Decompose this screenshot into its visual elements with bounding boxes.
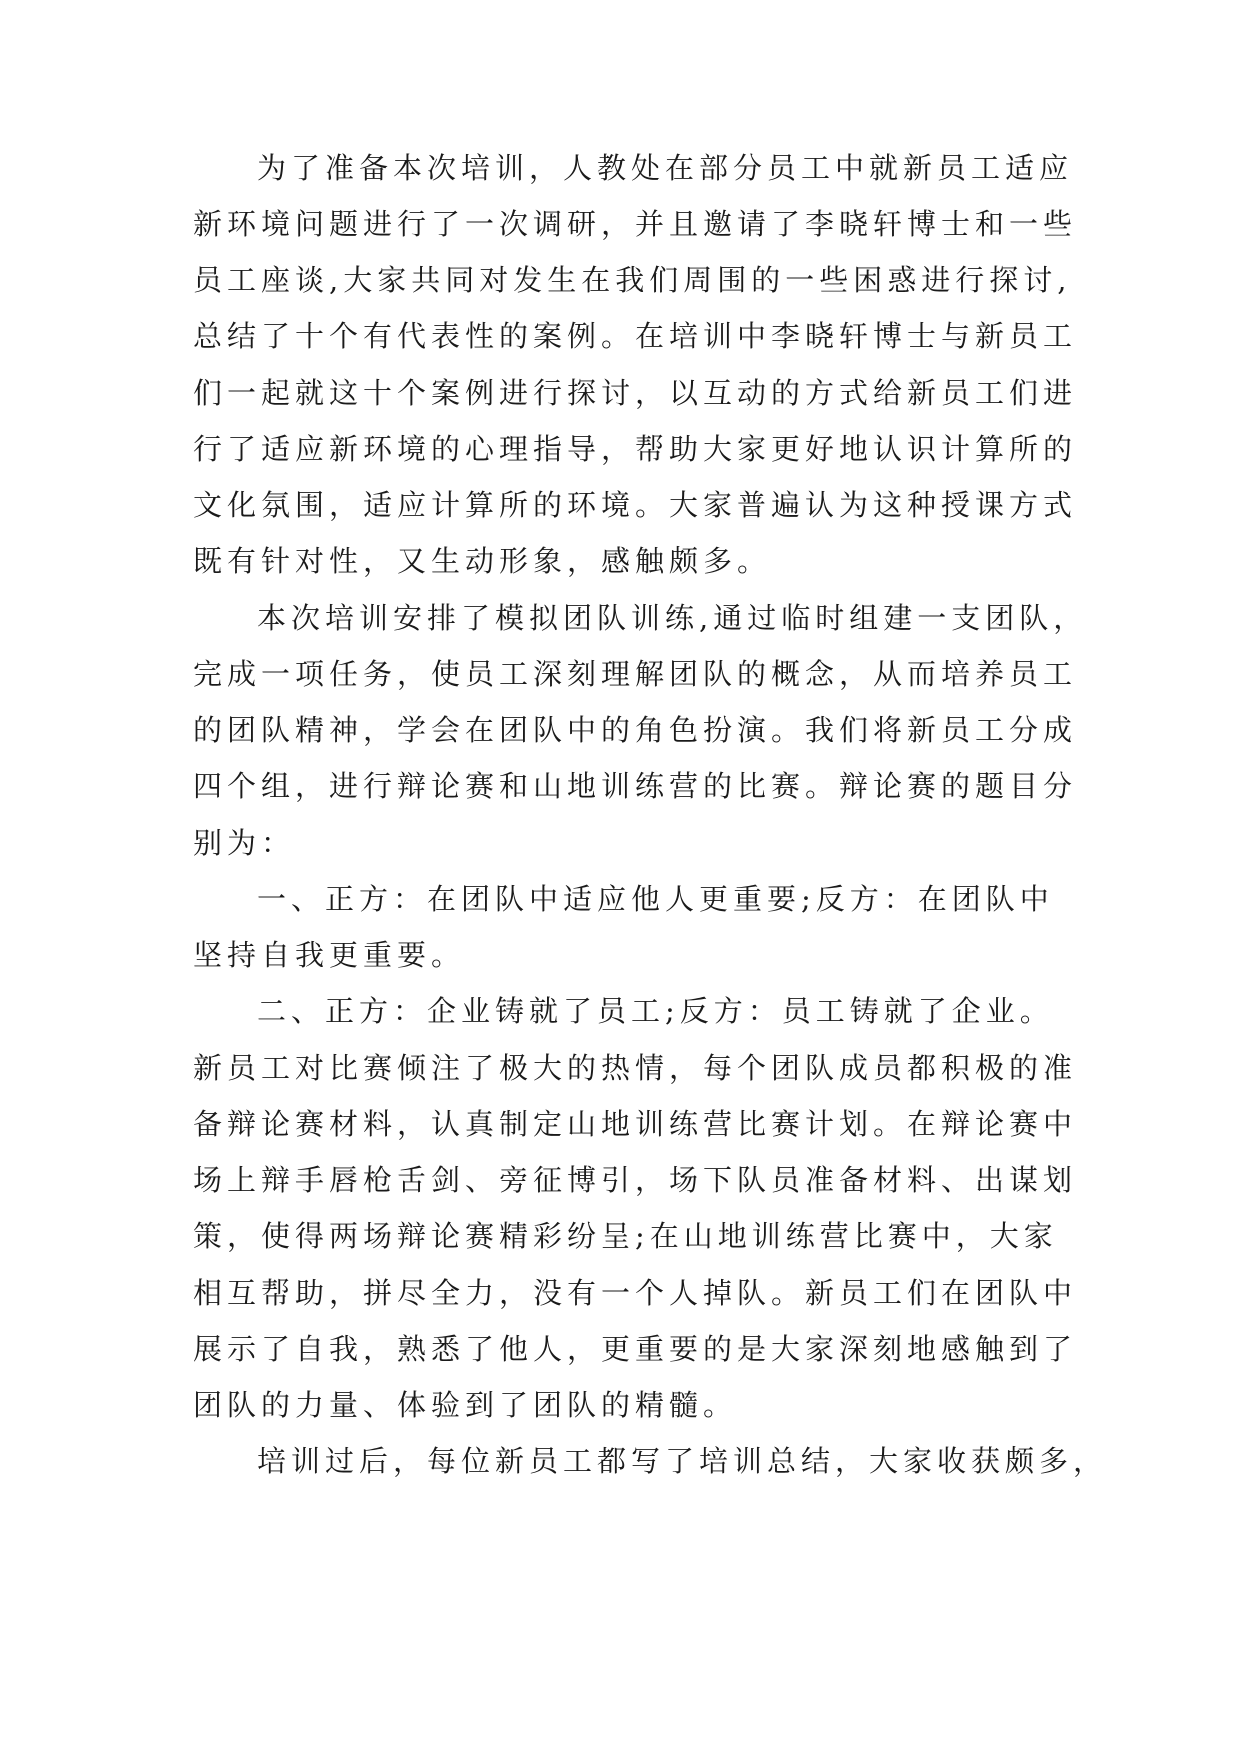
text-line: 为了准备本次培训，人教处在部分员工中就新员工适应: [257, 151, 1074, 185]
text-line: 相互帮助，拼尽全力，没有一个人掉队。新员工们在团队中: [193, 1276, 1078, 1310]
text-line: 新环境问题进行了一次调研，并且邀请了李晓轩博士和一些: [193, 207, 1078, 241]
text-line: 团队的力量、体验到了团队的精髓。: [193, 1388, 738, 1422]
text-line: 的团队精神，学会在团队中的角色扮演。我们将新员工分成: [193, 713, 1078, 747]
text-line: 既有针对性，又生动形象，感触颇多。: [193, 544, 772, 578]
text-line: 备辩论赛材料，认真制定山地训练营比赛计划。在辩论赛中: [193, 1107, 1078, 1141]
text-line: 场上辩手唇枪舌剑、旁征博引，场下队员准备材料、出谋划: [193, 1163, 1078, 1197]
text-line: 总结了十个有代表性的案例。在培训中李晓轩博士与新员工: [193, 319, 1078, 353]
text-line: 培训过后，每位新员工都写了培训总结，大家收获颇多，: [257, 1444, 1108, 1478]
text-line: 完成一项任务，使员工深刻理解团队的概念，从而培养员工: [193, 657, 1078, 691]
text-line: 员工座谈,大家共同对发生在我们周围的一些困惑进行探讨,: [193, 263, 1072, 297]
text-line: 新员工对比赛倾注了极大的热情，每个团队成员都积极的准: [193, 1051, 1078, 1085]
text-line: 四个组，进行辩论赛和山地训练营的比赛。辩论赛的题目分: [193, 769, 1078, 803]
text-line: 策，使得两场辩论赛精彩纷呈;在山地训练营比赛中，大家: [193, 1219, 1058, 1253]
text-line: 行了适应新环境的心理指导，帮助大家更好地认识计算所的: [193, 432, 1078, 466]
text-line: 一、正方：在团队中适应他人更重要;反方：在团队中: [257, 882, 1054, 916]
text-line: 本次培训安排了模拟团队训练,通过临时组建一支团队，: [257, 601, 1088, 635]
text-line: 们一起就这十个案例进行探讨，以互动的方式给新员工们进: [193, 376, 1078, 410]
text-line: 展示了自我，熟悉了他人，更重要的是大家深刻地感触到了: [193, 1332, 1078, 1366]
text-line: 二、正方：企业铸就了员工;反方：员工铸就了企业。: [257, 994, 1054, 1028]
text-line: 别为：: [193, 826, 296, 860]
text-line: 坚持自我更重要。: [193, 938, 466, 972]
text-line: 文化氛围，适应计算所的环境。大家普遍认为这种授课方式: [193, 488, 1078, 522]
